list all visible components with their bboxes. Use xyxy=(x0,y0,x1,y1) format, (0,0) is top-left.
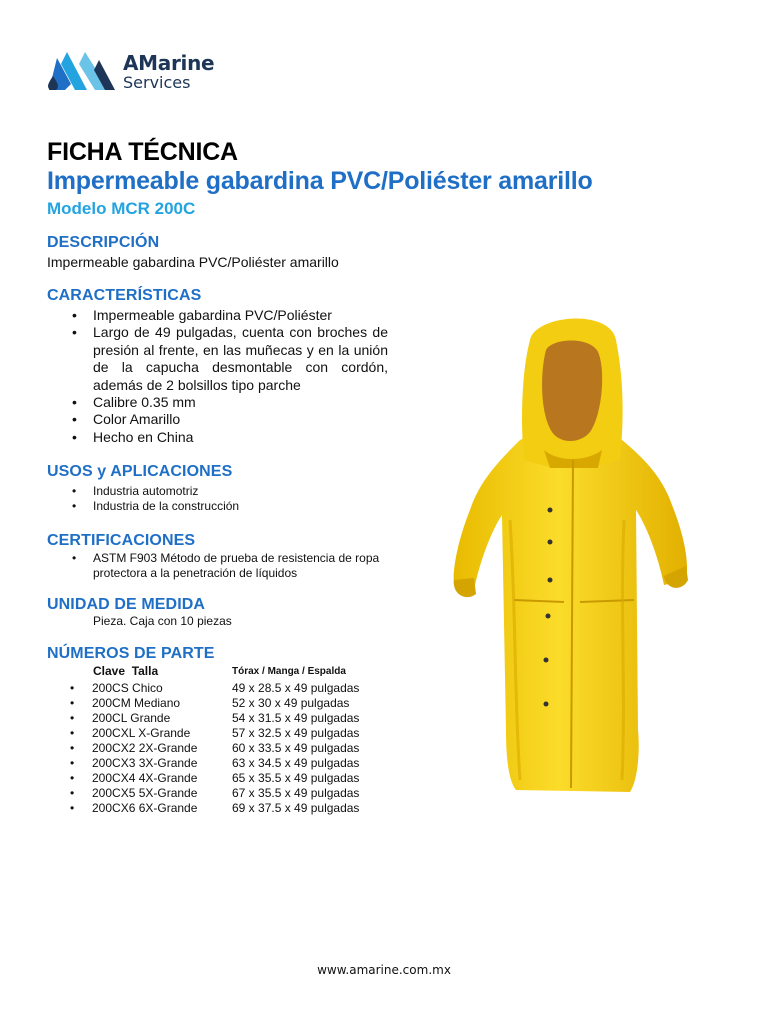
descripcion-text: Impermeable gabardina PVC/Poliéster amarillo xyxy=(47,254,339,270)
list-item: • Impermeable gabardina PVC/Poliéster xyxy=(72,307,332,323)
list-item: • Industria de la construcción xyxy=(72,499,240,513)
partes-col-medidas: Tórax / Manga / Espalda xyxy=(232,666,346,677)
certificaciones-list xyxy=(66,551,386,581)
raincoat-image xyxy=(440,310,700,800)
logo-line-1: AMarine xyxy=(123,51,215,75)
company-logo xyxy=(47,48,217,94)
unidad-text: Pieza. Caja con 10 piezas xyxy=(93,614,232,628)
usos-list xyxy=(66,484,386,514)
list-item: • Color Amarillo xyxy=(72,411,181,428)
section-heading-descripcion: DESCRIPCIÓN xyxy=(47,234,160,251)
model-label: Modelo MCR 200C xyxy=(47,199,196,218)
product-title: Impermeable gabardina PVC/Poliéster amarillo xyxy=(47,167,593,195)
logo-line-2: Services xyxy=(123,73,191,92)
list-item: • Hecho en China xyxy=(72,428,194,445)
caracteristicas-list xyxy=(66,307,388,446)
footer-url: www.amarine.com.mx xyxy=(317,963,451,977)
logo-mountain-icon xyxy=(47,52,115,90)
section-heading-unidad: UNIDAD DE MEDIDA xyxy=(47,596,206,613)
document-title: FICHA TÉCNICA xyxy=(47,138,238,166)
list-item: • ASTM F903 Método de prueba de resistencia de ropa protectora a la penetración de líquidos xyxy=(72,551,380,580)
section-heading-caracteristicas: CARACTERÍSTICAS xyxy=(47,287,202,304)
section-heading-usos: USOS y APLICACIONES xyxy=(47,463,233,480)
section-heading-certificaciones: CERTIFICACIONES xyxy=(47,532,196,549)
partes-col-clave-talla: Clave Talla xyxy=(93,664,159,678)
section-heading-partes: NÚMEROS DE PARTE xyxy=(47,645,215,662)
list-item: • Largo de 49 pulgadas, cuenta con broches de presión al frente, en las muñecas y en la unión de la capucha desmontable con cordón, además de 2 bolsillos tipo parche xyxy=(72,324,388,393)
list-item: • Calibre 0.35 mm xyxy=(72,394,196,411)
list-item: • Industria automotriz xyxy=(72,484,199,498)
